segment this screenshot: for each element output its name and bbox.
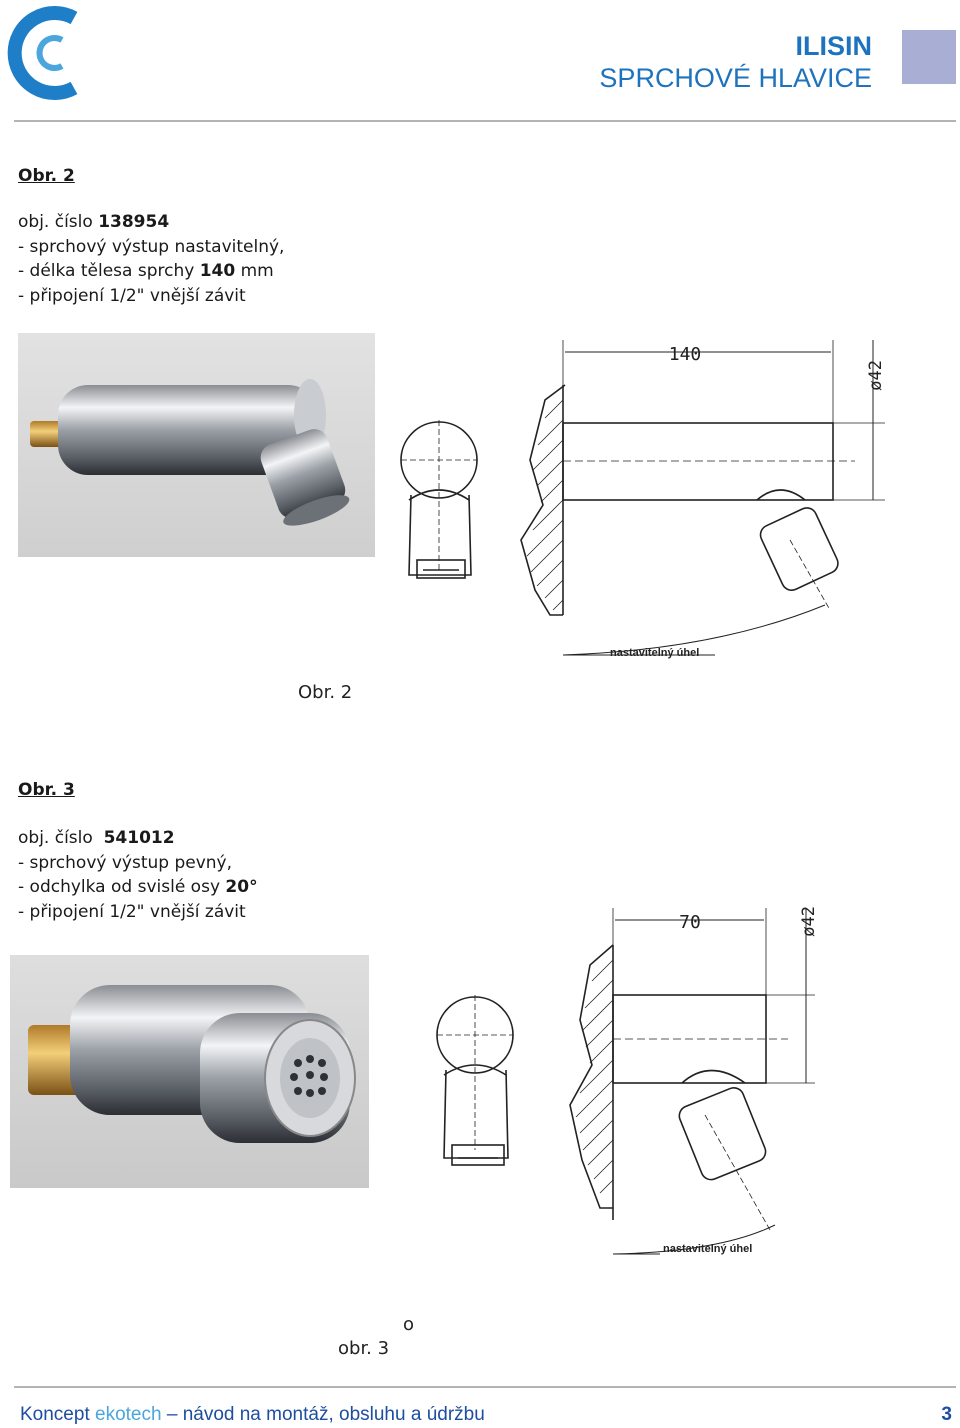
order-number: 541012 [103,828,175,848]
spec-line: - délka tělesa sprchy 140 mm [18,261,274,281]
figure-2-spec [18,210,284,308]
dimension-length: 140 [668,344,702,365]
product-photo-541012 [10,955,369,1188]
figure-3-spec [18,826,258,924]
dimension-length: 70 [679,912,701,933]
angle-label: nastavitelný úhel [610,647,700,659]
spec-line: - sprchový výstup pevný, [18,852,233,873]
technical-drawing-138954 [395,330,895,665]
dimension-diameter: ø42 [866,360,886,391]
header-divider [14,120,956,122]
figure-3-heading: Obr. 3 [18,780,75,800]
company-logo [4,4,92,102]
header-accent-square [902,30,956,84]
figure-3-caption-mark: o [403,1314,415,1335]
page-number: 3 [941,1404,952,1425]
order-number-line: obj. číslo 138954 [18,212,170,232]
spec-line: - sprchový výstup nastavitelný, [18,236,285,257]
technical-drawing-541012 [430,890,850,1270]
figure-3-caption: obr. 3 [338,1338,390,1359]
footer-divider [14,1386,956,1388]
brand-name: ILISIN [795,31,872,61]
spec-line: - připojení 1/2" vnější závit [18,901,246,922]
order-number: 138954 [98,212,170,232]
figure-2-heading: Obr. 2 [18,166,75,186]
order-number-line: obj. číslo 541012 [18,828,175,848]
product-photo-138954 [18,333,375,557]
spec-line: - odchylka od svislé osy 20° [18,877,258,897]
angle-label: nastavitelný úhel [663,1243,753,1255]
figure-2-caption: Obr. 2 [298,682,353,703]
footer-text: Koncept ekotech – návod na montáž, obsluhu a údržbu [20,1404,485,1425]
header-title-block [599,30,872,94]
spec-line: - připojení 1/2" vnější závit [18,285,246,306]
document-subtitle: SPRCHOVÉ HLAVICE [599,63,872,93]
dimension-diameter: ø42 [799,906,819,937]
